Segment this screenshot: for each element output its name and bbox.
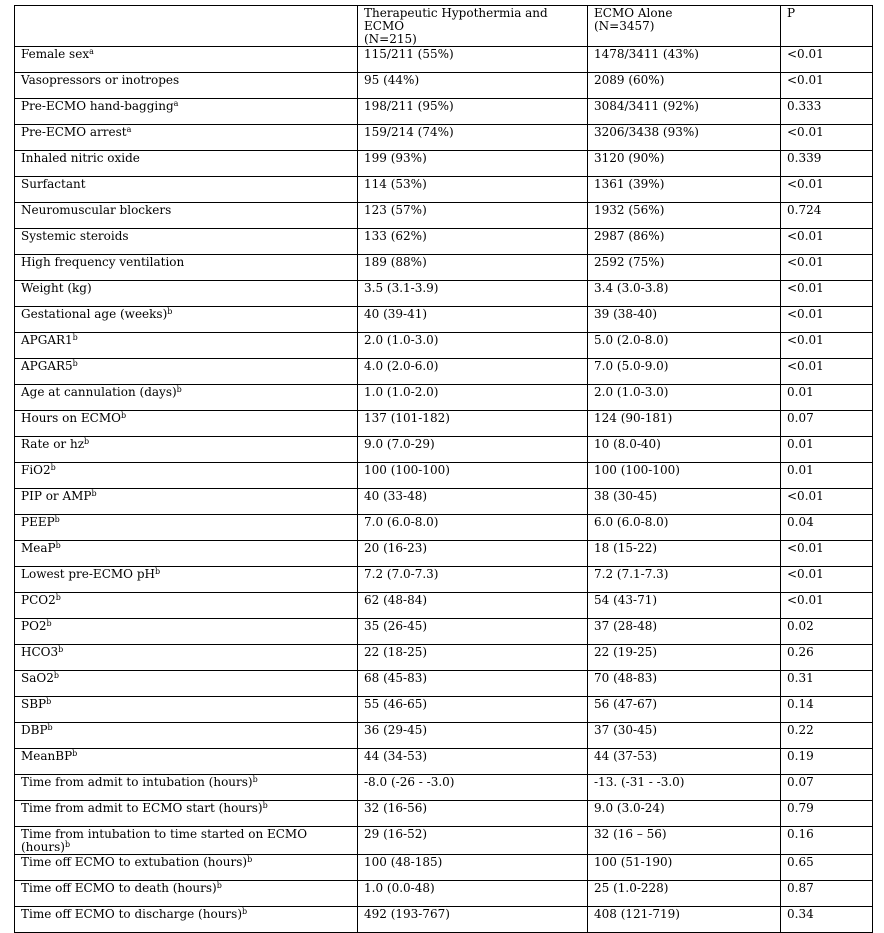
table-row	[15, 775, 873, 801]
header-ecmo-alone	[588, 6, 781, 47]
p-value: 0.79	[781, 801, 873, 827]
hypothermia-ecmo-value: 40 (39-41)	[358, 307, 588, 333]
ecmo-alone-value: 2987 (86%)	[588, 229, 781, 255]
variable-cell	[15, 593, 358, 619]
variable-label: Systemic steroids	[21, 229, 129, 243]
p-value: <0.01	[781, 177, 873, 203]
table-row	[15, 229, 873, 255]
hypothermia-ecmo-value: 3.5 (3.1-3.9)	[358, 281, 588, 307]
ecmo-alone-value: 100 (100-100)	[588, 463, 781, 489]
footnote-marker: b	[262, 801, 268, 810]
variable-cell	[15, 47, 358, 73]
variable-cell	[15, 437, 358, 463]
table-row	[15, 463, 873, 489]
ecmo-alone-value: 70 (48-83)	[588, 671, 781, 697]
hypothermia-ecmo-value: 1.0 (1.0-2.0)	[358, 385, 588, 411]
ecmo-alone-value: 3206/3438 (93%)	[588, 125, 781, 151]
hypothermia-ecmo-value: 189 (88%)	[358, 255, 588, 281]
footnote-marker: a	[126, 125, 132, 134]
variable-cell	[15, 333, 358, 359]
variable-label: Age at cannulation (days)	[21, 385, 177, 399]
ecmo-alone-value: 54 (43-71)	[588, 593, 781, 619]
table-row	[15, 645, 873, 671]
variable-label: SBP	[21, 697, 47, 711]
table-row	[15, 411, 873, 437]
p-value: <0.01	[781, 333, 873, 359]
footnote-marker: b	[84, 437, 90, 446]
variable-label: Inhaled nitric oxide	[21, 151, 140, 165]
variable-label: Pre-ECMO arrest	[21, 125, 127, 139]
variable-label: SaO2	[21, 671, 54, 685]
table-row	[15, 203, 873, 229]
footnote-marker: b	[72, 749, 78, 758]
ecmo-alone-value: 408 (121-719)	[588, 907, 781, 933]
table-row	[15, 619, 873, 645]
variable-label: Vasopressors or inotropes	[21, 73, 180, 87]
p-value: 0.01	[781, 385, 873, 411]
table-row	[15, 385, 873, 411]
variable-cell	[15, 567, 358, 593]
header-row	[15, 6, 873, 47]
footnote-marker: b	[216, 881, 222, 890]
header-ecmo-alone-title: ECMO Alone	[594, 6, 673, 20]
footnote-marker: b	[167, 307, 173, 316]
table-row	[15, 359, 873, 385]
table-row	[15, 855, 873, 881]
variable-cell	[15, 827, 358, 855]
variable-label: Time off ECMO to extubation (hours)	[21, 855, 248, 869]
variable-cell	[15, 385, 358, 411]
table-row	[15, 125, 873, 151]
hypothermia-ecmo-value: 159/214 (74%)	[358, 125, 588, 151]
hypothermia-ecmo-value: 9.0 (7.0-29)	[358, 437, 588, 463]
ecmo-alone-value: 37 (30-45)	[588, 723, 781, 749]
footnote-marker: b	[252, 775, 258, 784]
variable-label: DBP	[21, 723, 48, 737]
variable-label: APGAR1	[21, 333, 73, 347]
hypothermia-ecmo-value: 137 (101-182)	[358, 411, 588, 437]
table-row	[15, 255, 873, 281]
ecmo-alone-value: 6.0 (6.0-8.0)	[588, 515, 781, 541]
ecmo-alone-value: 2592 (75%)	[588, 255, 781, 281]
hypothermia-ecmo-value: 2.0 (1.0-3.0)	[358, 333, 588, 359]
header-hypothermia-ecmo-title: Therapeutic Hypothermia and ECMO	[364, 6, 548, 33]
p-value: 0.339	[781, 151, 873, 177]
header-variable	[15, 6, 358, 47]
variable-cell	[15, 151, 358, 177]
variable-label: Time from admit to ECMO start (hours)	[21, 801, 263, 815]
variable-cell	[15, 229, 358, 255]
hypothermia-ecmo-value: 68 (45-83)	[358, 671, 588, 697]
variable-label: Time off ECMO to death (hours)	[21, 881, 217, 895]
table-row	[15, 567, 873, 593]
p-value: 0.31	[781, 671, 873, 697]
footnote-marker: b	[91, 489, 97, 498]
table-row	[15, 671, 873, 697]
table-row	[15, 515, 873, 541]
ecmo-alone-value: 1932 (56%)	[588, 203, 781, 229]
variable-cell	[15, 463, 358, 489]
table-header	[15, 6, 873, 47]
ecmo-alone-value: 7.0 (5.0-9.0)	[588, 359, 781, 385]
hypothermia-ecmo-value: -8.0 (-26 - -3.0)	[358, 775, 588, 801]
variable-label: HCO3	[21, 645, 59, 659]
p-value: <0.01	[781, 359, 873, 385]
variable-label: APGAR5	[21, 359, 73, 373]
variable-label: Pre-ECMO hand-bagging	[21, 99, 174, 113]
ecmo-alone-value: 22 (19-25)	[588, 645, 781, 671]
p-value: 0.16	[781, 827, 873, 855]
table-row	[15, 151, 873, 177]
p-value: 0.01	[781, 463, 873, 489]
footnote-marker: b	[54, 515, 60, 524]
hypothermia-ecmo-value: 492 (193-767)	[358, 907, 588, 933]
p-value: <0.01	[781, 73, 873, 99]
ecmo-alone-value: 25 (1.0-228)	[588, 881, 781, 907]
variable-cell	[15, 801, 358, 827]
hypothermia-ecmo-value: 44 (34-53)	[358, 749, 588, 775]
ecmo-alone-value: 18 (15-22)	[588, 541, 781, 567]
variable-label: Gestational age (weeks)	[21, 307, 168, 321]
ecmo-alone-value: 44 (37-53)	[588, 749, 781, 775]
hypothermia-ecmo-value: 22 (18-25)	[358, 645, 588, 671]
hypothermia-ecmo-value: 199 (93%)	[358, 151, 588, 177]
table-row	[15, 333, 873, 359]
variable-label: Weight (kg)	[21, 281, 92, 295]
variable-cell	[15, 307, 358, 333]
variable-label: Neuromuscular blockers	[21, 203, 172, 217]
variable-cell	[15, 645, 358, 671]
variable-cell	[15, 723, 358, 749]
p-value: <0.01	[781, 47, 873, 73]
table-row	[15, 47, 873, 73]
variable-cell	[15, 99, 358, 125]
p-value: <0.01	[781, 593, 873, 619]
hypothermia-ecmo-value: 29 (16-52)	[358, 827, 588, 855]
variable-label: MeaP	[21, 541, 56, 555]
variable-cell	[15, 907, 358, 933]
p-value: 0.02	[781, 619, 873, 645]
footnote-marker: a	[89, 47, 94, 56]
ecmo-alone-value: 5.0 (2.0-8.0)	[588, 333, 781, 359]
variable-label: Rate or hz	[21, 437, 85, 451]
hypothermia-ecmo-value: 114 (53%)	[358, 177, 588, 203]
table-row	[15, 801, 873, 827]
footnote-marker: b	[72, 359, 78, 368]
variable-label: Hours on ECMO	[21, 411, 121, 425]
ecmo-alone-value: 1361 (39%)	[588, 177, 781, 203]
hypothermia-ecmo-value: 55 (46-65)	[358, 697, 588, 723]
p-value: <0.01	[781, 489, 873, 515]
hypothermia-ecmo-value: 32 (16-56)	[358, 801, 588, 827]
p-value: <0.01	[781, 125, 873, 151]
ecmo-alone-value: 100 (51-190)	[588, 855, 781, 881]
footnote-marker: b	[46, 619, 52, 628]
ecmo-alone-value: 7.2 (7.1-7.3)	[588, 567, 781, 593]
table-row	[15, 281, 873, 307]
variable-cell	[15, 697, 358, 723]
table-row	[15, 489, 873, 515]
p-value: 0.65	[781, 855, 873, 881]
hypothermia-ecmo-value: 1.0 (0.0-48)	[358, 881, 588, 907]
table-row	[15, 99, 873, 125]
p-value: <0.01	[781, 255, 873, 281]
p-value: <0.01	[781, 281, 873, 307]
hypothermia-ecmo-value: 7.0 (6.0-8.0)	[358, 515, 588, 541]
ecmo-alone-value: 56 (47-67)	[588, 697, 781, 723]
variable-label: Time from intubation to time started on ECMO (hours)	[21, 827, 308, 854]
ecmo-alone-value: 3084/3411 (92%)	[588, 99, 781, 125]
variable-label: PO2	[21, 619, 47, 633]
footnote-marker: b	[64, 840, 71, 849]
footnote-marker: b	[242, 907, 248, 916]
hypothermia-ecmo-value: 36 (29-45)	[358, 723, 588, 749]
p-value: <0.01	[781, 567, 873, 593]
footnote-marker: b	[58, 645, 64, 654]
variable-cell	[15, 203, 358, 229]
table-row	[15, 73, 873, 99]
variable-cell	[15, 177, 358, 203]
variable-cell	[15, 515, 358, 541]
hypothermia-ecmo-value: 123 (57%)	[358, 203, 588, 229]
p-value: 0.724	[781, 203, 873, 229]
table-row	[15, 307, 873, 333]
hypothermia-ecmo-value: 100 (100-100)	[358, 463, 588, 489]
variable-label: Time off ECMO to discharge (hours)	[21, 907, 242, 921]
p-value: 0.07	[781, 411, 873, 437]
header-ecmo-alone-n: (N=3457)	[594, 19, 655, 33]
variable-label: PIP or AMP	[21, 489, 92, 503]
hypothermia-ecmo-value: 133 (62%)	[358, 229, 588, 255]
variable-cell	[15, 125, 358, 151]
table-row	[15, 907, 873, 933]
variable-cell	[15, 411, 358, 437]
table-row	[15, 593, 873, 619]
table-row	[15, 723, 873, 749]
ecmo-alone-value: 10 (8.0-40)	[588, 437, 781, 463]
variable-cell	[15, 671, 358, 697]
ecmo-alone-value: 124 (90-181)	[588, 411, 781, 437]
ecmo-alone-value: 1478/3411 (43%)	[588, 47, 781, 73]
ecmo-alone-value: 2.0 (1.0-3.0)	[588, 385, 781, 411]
footnote-marker: b	[120, 411, 127, 420]
ecmo-alone-value: 9.0 (3.0-24)	[588, 801, 781, 827]
table-row	[15, 697, 873, 723]
variable-cell	[15, 619, 358, 645]
hypothermia-ecmo-value: 95 (44%)	[358, 73, 588, 99]
table-row	[15, 881, 873, 907]
hypothermia-ecmo-value: 40 (33-48)	[358, 489, 588, 515]
footnote-marker: b	[247, 855, 253, 864]
variable-label: MeanBP	[21, 749, 73, 763]
footnote-marker: a	[173, 99, 179, 108]
p-value: 0.22	[781, 723, 873, 749]
p-value: 0.26	[781, 645, 873, 671]
hypothermia-ecmo-value: 4.0 (2.0-6.0)	[358, 359, 588, 385]
header-hypothermia-ecmo	[358, 6, 588, 47]
variable-label: Surfactant	[21, 177, 86, 191]
p-value: 0.07	[781, 775, 873, 801]
hypothermia-ecmo-value: 20 (16-23)	[358, 541, 588, 567]
footnote-marker: b	[154, 567, 161, 576]
variable-cell	[15, 281, 358, 307]
hypothermia-ecmo-value: 62 (48-84)	[358, 593, 588, 619]
variable-label: FiO2	[21, 463, 51, 477]
hypothermia-ecmo-value: 100 (48-185)	[358, 855, 588, 881]
variable-label: PEEP	[21, 515, 55, 529]
variable-cell	[15, 255, 358, 281]
p-value: <0.01	[781, 229, 873, 255]
p-value: 0.19	[781, 749, 873, 775]
ecmo-alone-value: 3120 (90%)	[588, 151, 781, 177]
p-value: 0.01	[781, 437, 873, 463]
p-value: <0.01	[781, 541, 873, 567]
ecmo-alone-value: 3.4 (3.0-3.8)	[588, 281, 781, 307]
ecmo-alone-value: 32 (16 – 56)	[588, 827, 781, 855]
ecmo-alone-value: 2089 (60%)	[588, 73, 781, 99]
p-value: 0.333	[781, 99, 873, 125]
footnote-marker: b	[47, 723, 53, 732]
p-value: 0.14	[781, 697, 873, 723]
p-value: <0.01	[781, 307, 873, 333]
footnote-marker: b	[50, 463, 56, 472]
variable-label: Female sex	[21, 47, 90, 61]
hypothermia-ecmo-value: 198/211 (95%)	[358, 99, 588, 125]
variable-cell	[15, 73, 358, 99]
ecmo-alone-value: 37 (28-48)	[588, 619, 781, 645]
variable-label: Lowest pre-ECMO pH	[21, 567, 155, 581]
table-row	[15, 827, 873, 855]
variable-cell	[15, 541, 358, 567]
variable-cell	[15, 489, 358, 515]
hypothermia-ecmo-value: 115/211 (55%)	[358, 47, 588, 73]
p-value: 0.34	[781, 907, 873, 933]
table-row	[15, 541, 873, 567]
variable-cell	[15, 855, 358, 881]
footnote-marker: b	[176, 385, 182, 394]
footnote-marker: b	[72, 333, 78, 342]
p-value: 0.04	[781, 515, 873, 541]
variable-cell	[15, 775, 358, 801]
table-row	[15, 437, 873, 463]
p-value: 0.87	[781, 881, 873, 907]
footnote-marker: b	[46, 697, 52, 706]
variable-label: High frequency ventilation	[21, 255, 185, 269]
variable-cell	[15, 359, 358, 385]
variable-cell	[15, 881, 358, 907]
header-hypothermia-ecmo-n: (N=215)	[364, 32, 417, 46]
ecmo-alone-value: 39 (38-40)	[588, 307, 781, 333]
comparison-table	[14, 5, 873, 933]
footnote-marker: b	[53, 671, 59, 680]
footnote-marker: b	[55, 541, 61, 550]
hypothermia-ecmo-value: 7.2 (7.0-7.3)	[358, 567, 588, 593]
table-body	[15, 47, 873, 933]
ecmo-alone-value: -13. (-31 - -3.0)	[588, 775, 781, 801]
hypothermia-ecmo-value: 35 (26-45)	[358, 619, 588, 645]
header-p-value: P	[781, 6, 873, 47]
table-row	[15, 749, 873, 775]
variable-label: Time from admit to intubation (hours)	[21, 775, 253, 789]
variable-label: PCO2	[21, 593, 56, 607]
table-row	[15, 177, 873, 203]
ecmo-alone-value: 38 (30-45)	[588, 489, 781, 515]
variable-cell	[15, 749, 358, 775]
footnote-marker: b	[55, 593, 61, 602]
